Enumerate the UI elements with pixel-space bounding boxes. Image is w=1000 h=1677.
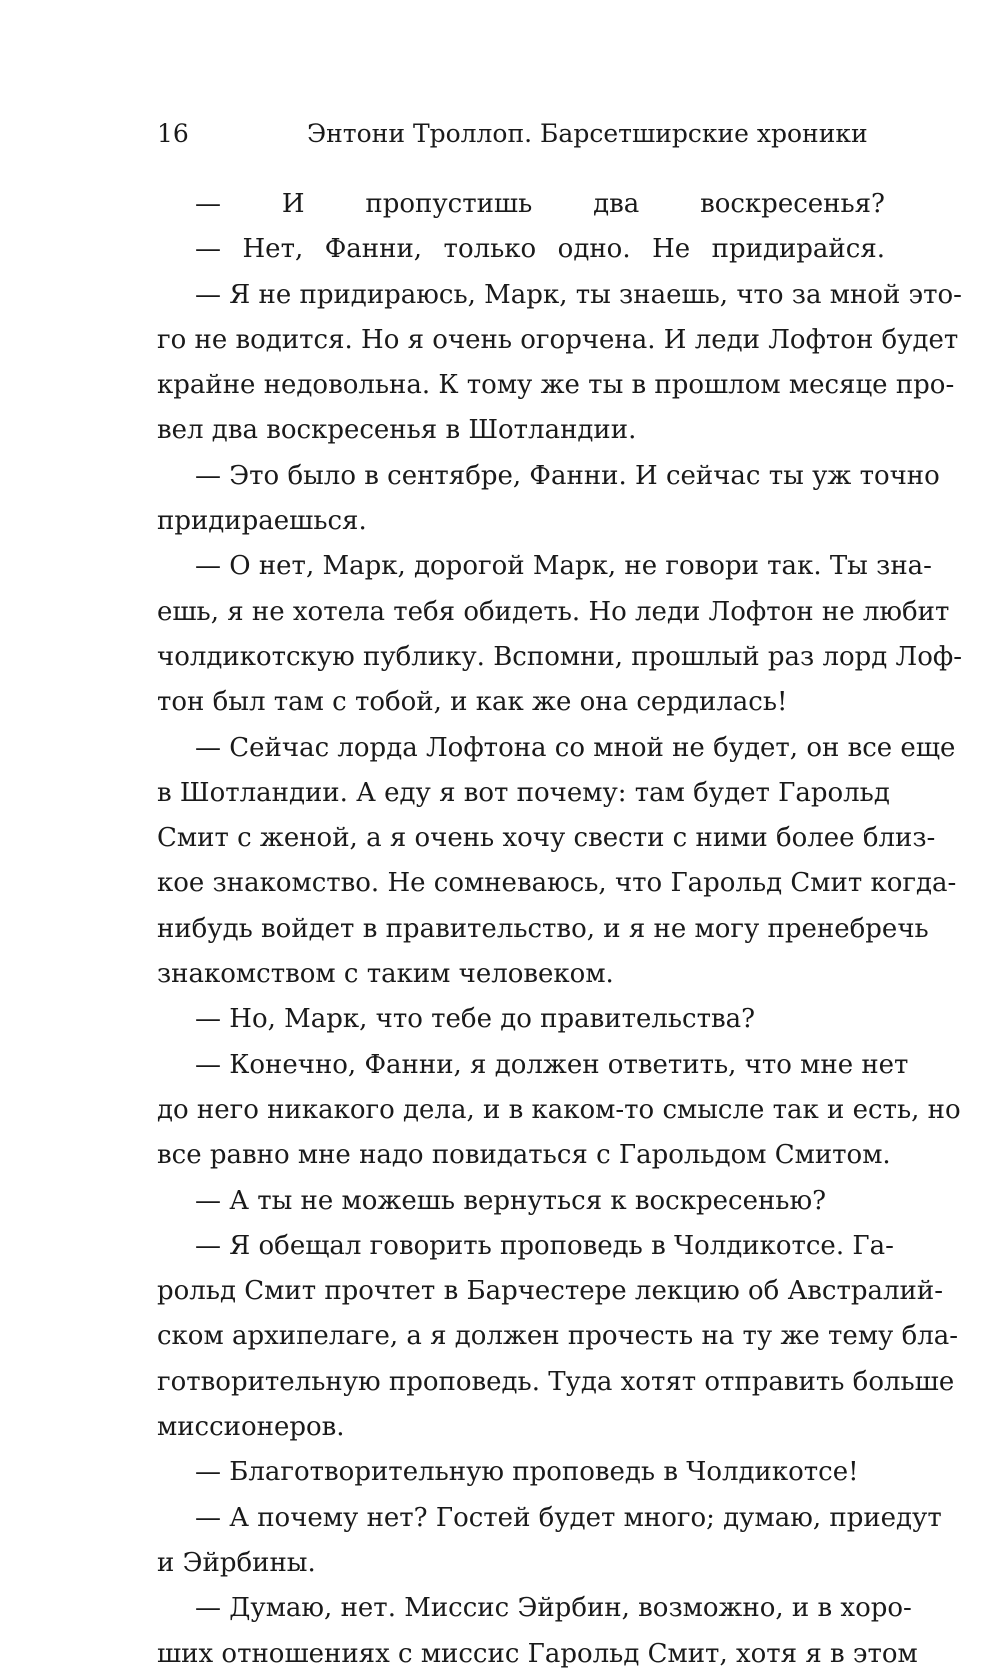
- text-line: все равно мне надо повидаться с Гарольдом Смитом.: [157, 1140, 891, 1171]
- text-line: придираешься.: [157, 506, 367, 537]
- text-line: — Но, Марк, что тебе до правительства?: [195, 1004, 756, 1035]
- text-line: ском архипелаге, а я должен прочесть на ту же тему бла-: [157, 1321, 959, 1352]
- running-head-title: Энтони Троллоп. Барсетширские хроники: [307, 119, 868, 148]
- text-line: тон был там с тобой, и как же она сердилась!: [157, 687, 788, 718]
- text-line: — А ты не можешь вернуться к воскресенью?: [195, 1185, 827, 1216]
- text-line: до него никакого дела, и в каком-то смысле так и есть, но: [157, 1094, 961, 1125]
- text-line: — Это было в сентябре, Фанни. И сейчас ты уж точно: [195, 460, 940, 491]
- text-line: — И пропустишь два воскресенья?: [195, 189, 885, 219]
- text-line: — Благотворительную проповедь в Чолдикотсе!: [195, 1457, 859, 1488]
- text-line: миссионеров.: [157, 1412, 345, 1443]
- text-line: готворительную проповедь. Туда хотят отправить больше: [157, 1366, 955, 1397]
- text-line: го не водится. Но я очень огорчена. И леди Лофтон будет: [157, 324, 959, 355]
- text-line: крайне недовольна. К тому же ты в прошлом месяце про-: [157, 370, 955, 401]
- text-line: рольд Смит прочтет в Барчестере лекцию об Австралий-: [157, 1276, 943, 1307]
- text-line: — А почему нет? Гостей будет много; думаю, приедут: [195, 1502, 942, 1533]
- text-line: в Шотландии. А еду я вот почему: там будет Гарольд: [157, 777, 890, 808]
- text-line: ешь, я не хотела тебя обидеть. Но леди Лофтон не любит: [157, 596, 950, 627]
- text-line: — Сейчас лорда Лофтона со мной не будет, он все еще: [195, 732, 956, 763]
- text-line: — Нет, Фанни, только одно. Не придирайся.: [195, 234, 885, 265]
- text-line: — Конечно, Фанни, я должен ответить, что мне нет: [195, 1049, 909, 1080]
- text-line: — Я не придираюсь, Марк, ты знаешь, что за мной это-: [195, 279, 962, 310]
- text-line: — Думаю, нет. Миссис Эйрбин, возможно, и в хоро-: [195, 1593, 912, 1624]
- running-head: [157, 116, 885, 156]
- text-line: ших отношениях с миссис Гарольд Смит, хотя я в этом: [157, 1638, 918, 1669]
- text-line: кое знакомство. Не сомневаюсь, что Гарольд Смит когда-: [157, 868, 957, 899]
- text-line: чолдикотскую публику. Вспомни, прошлый раз лорд Лоф-: [157, 641, 963, 672]
- text-line: нибудь войдет в правительство, и я не могу пренебречь: [157, 913, 929, 944]
- text-line: и Эйрбины.: [157, 1547, 316, 1578]
- text-line: Смит с женой, а я очень хочу свести с ними более близ-: [157, 823, 936, 854]
- text-line: — Я обещал говорить проповедь в Чолдикотсе. Га-: [195, 1230, 894, 1261]
- text-line: вел два воскресенья в Шотландии.: [157, 415, 637, 446]
- text-line: знакомством с таким человеком.: [157, 959, 614, 990]
- text-line: — О нет, Марк, дорогой Марк, не говори так. Ты зна-: [195, 551, 932, 582]
- text-body: [157, 182, 963, 1677]
- page-number: 16: [157, 119, 189, 148]
